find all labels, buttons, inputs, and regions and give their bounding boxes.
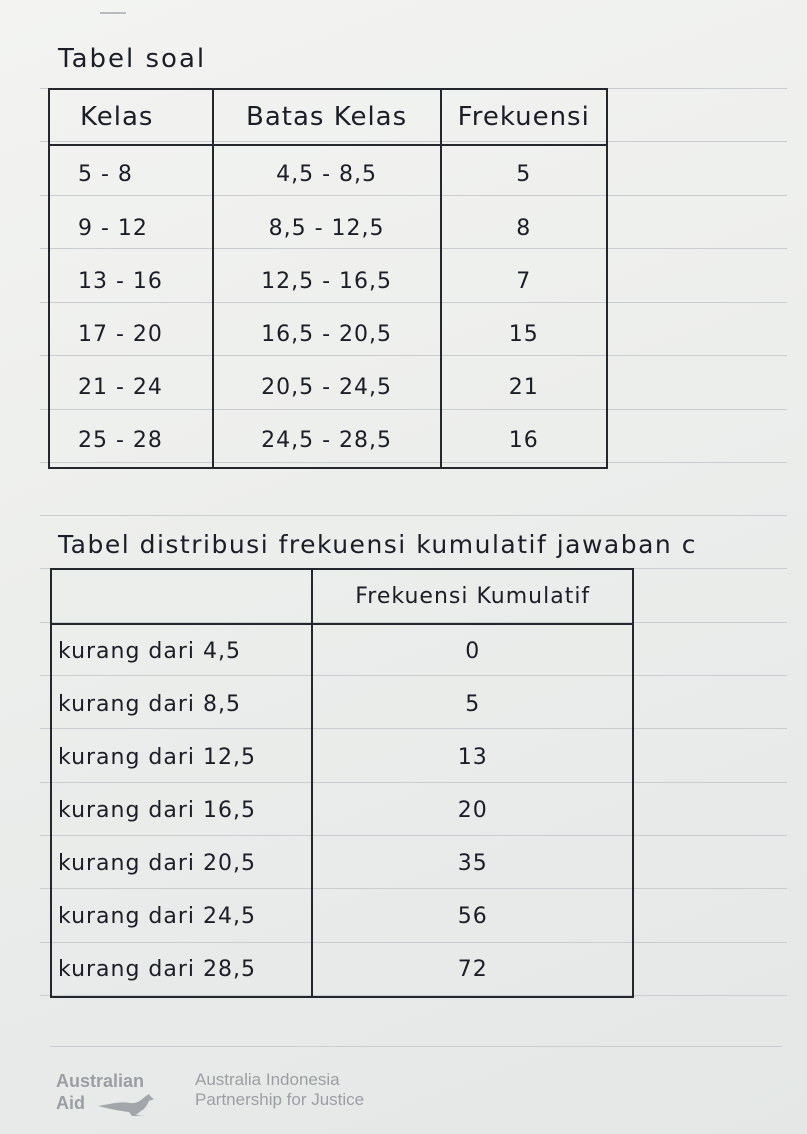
header-frekuensi: Frekuensi bbox=[441, 89, 607, 145]
cell-batas: kurang dari 4,5 bbox=[51, 624, 312, 678]
cell-frekuensi: 8 bbox=[441, 202, 607, 255]
cell-kumulatif: 0 bbox=[312, 624, 633, 678]
partnership-line-2: Partnership for Justice bbox=[195, 1090, 365, 1109]
ruled-line bbox=[50, 1046, 782, 1047]
table-soal-title: Tabel soal bbox=[58, 44, 207, 74]
cell-frekuensi: 21 bbox=[441, 361, 607, 414]
table-row bbox=[49, 308, 607, 361]
kangaroo-icon bbox=[96, 1092, 166, 1118]
cell-frekuensi: 15 bbox=[441, 308, 607, 361]
cell-batas: kurang dari 28,5 bbox=[51, 943, 312, 997]
cell-batas-kelas: 4,5 - 8,5 bbox=[213, 145, 441, 202]
cell-batas: kurang dari 20,5 bbox=[51, 837, 312, 890]
table-header-row bbox=[51, 569, 633, 624]
cell-batas-kelas: 12,5 - 16,5 bbox=[213, 255, 441, 308]
cell-kumulatif: 35 bbox=[312, 837, 633, 890]
australian-aid-logo bbox=[56, 1070, 176, 1120]
partnership-line-1: Australia Indonesia bbox=[195, 1070, 340, 1089]
table-row bbox=[49, 414, 607, 468]
table-row bbox=[51, 731, 633, 784]
table-row bbox=[51, 890, 633, 943]
cell-frekuensi: 7 bbox=[441, 255, 607, 308]
header-batas-kelas: Batas Kelas bbox=[213, 89, 441, 145]
table-row bbox=[51, 837, 633, 890]
table-kumulatif-title: Tabel distribusi frekuensi kumulatif jawaban c bbox=[58, 530, 697, 559]
header-frekuensi-kumulatif: Frekuensi Kumulatif bbox=[312, 569, 633, 624]
cell-kelas: 13 - 16 bbox=[49, 255, 213, 308]
cell-kelas: 5 - 8 bbox=[49, 145, 213, 202]
cell-batas: kurang dari 8,5 bbox=[51, 678, 312, 731]
cell-kumulatif: 20 bbox=[312, 784, 633, 837]
table-row bbox=[49, 255, 607, 308]
cell-kelas: 9 - 12 bbox=[49, 202, 213, 255]
cell-kumulatif: 13 bbox=[312, 731, 633, 784]
table-soal bbox=[48, 88, 608, 469]
table-row bbox=[49, 145, 607, 202]
cell-kelas: 21 - 24 bbox=[49, 361, 213, 414]
cell-batas-kelas: 20,5 - 24,5 bbox=[213, 361, 441, 414]
cell-batas-kelas: 24,5 - 28,5 bbox=[213, 414, 441, 468]
cell-batas: kurang dari 12,5 bbox=[51, 731, 312, 784]
logo-line-1: Australian bbox=[56, 1071, 145, 1091]
table-row bbox=[51, 678, 633, 731]
cell-batas: kurang dari 24,5 bbox=[51, 890, 312, 943]
page-mark bbox=[100, 12, 126, 14]
cell-batas-kelas: 8,5 - 12,5 bbox=[213, 202, 441, 255]
ruled-line bbox=[40, 515, 787, 516]
cell-kumulatif: 5 bbox=[312, 678, 633, 731]
cell-batas-kelas: 16,5 - 20,5 bbox=[213, 308, 441, 361]
table-header-row bbox=[49, 89, 607, 145]
partnership-text bbox=[195, 1070, 364, 1110]
table-row bbox=[51, 943, 633, 997]
cell-frekuensi: 16 bbox=[441, 414, 607, 468]
cell-frekuensi: 5 bbox=[441, 145, 607, 202]
header-empty bbox=[51, 569, 312, 624]
table-row bbox=[51, 624, 633, 678]
table-row bbox=[51, 784, 633, 837]
cell-kelas: 17 - 20 bbox=[49, 308, 213, 361]
cell-kumulatif: 56 bbox=[312, 890, 633, 943]
table-row bbox=[49, 361, 607, 414]
cell-kelas: 25 - 28 bbox=[49, 414, 213, 468]
cell-batas: kurang dari 16,5 bbox=[51, 784, 312, 837]
header-kelas: Kelas bbox=[49, 89, 213, 145]
cell-kumulatif: 72 bbox=[312, 943, 633, 997]
logo-line-2: Aid bbox=[56, 1093, 85, 1113]
table-kumulatif bbox=[50, 568, 634, 998]
table-row bbox=[49, 202, 607, 255]
